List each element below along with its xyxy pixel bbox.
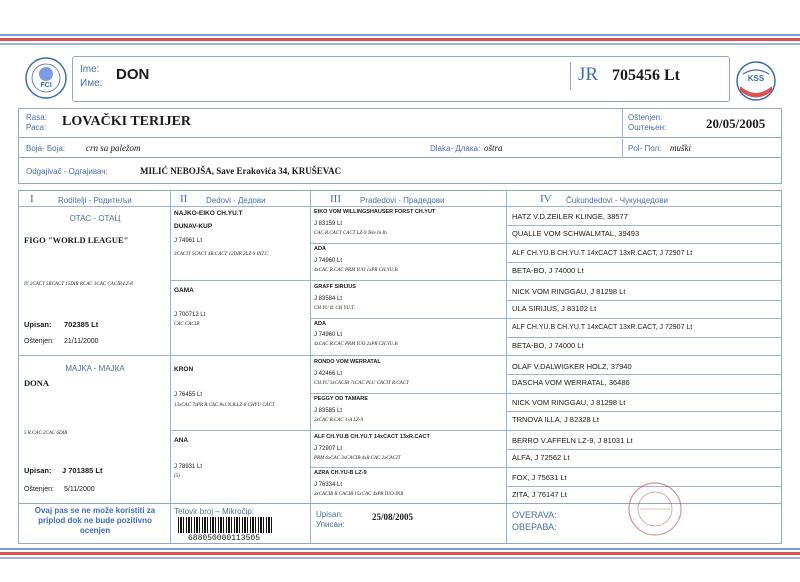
gggp-6: ULA SIRIJUS, J 83102 Lt	[512, 304, 597, 313]
col4-number: IV	[540, 193, 552, 205]
ggp-divider-5	[311, 393, 781, 394]
top-stripe-blue-2	[0, 43, 800, 45]
ggp-divider-7	[311, 467, 781, 468]
gggp-4: BETA-BO, J 74000 Lt	[512, 266, 584, 275]
footer-divider-2	[310, 504, 311, 543]
ggp5-reg: J 42466 Lt	[314, 371, 343, 377]
ggp6-name: PEGGY OD TAMARE	[314, 396, 368, 402]
dam-ostenjen-value: 5/11/2000	[64, 486, 95, 493]
gggp-12: TRNOVA ILLA, J 82328 Lt	[512, 415, 599, 424]
gggp-divider-a	[507, 225, 781, 226]
footer-upisan-label-cyr: Уписан:	[316, 520, 345, 529]
footer-divider-1	[170, 504, 171, 543]
gp1-name2: DUNAV-KUP	[174, 223, 213, 230]
sire-merits: IV 2CACT 5RCACT 15DIR RCAC 3CAC CACIB LZ-8	[24, 282, 133, 287]
coat-label: Dlaka- Длака:	[430, 144, 481, 153]
dam-merits: 5 R.CAC 2CAC 6DIR	[24, 431, 68, 436]
col-divider-3	[506, 191, 507, 503]
ggp7-reg: J 72907 Lt	[314, 446, 343, 452]
sire-ostenjen-label: Oštenjen:	[24, 338, 54, 345]
sire-title: OTAC - ОТАЦ	[69, 214, 121, 223]
gp3-reg: J 76455 Lt	[174, 392, 203, 398]
footer-upisan-label-lat: Upisan:	[316, 510, 344, 519]
top-stripe-red	[0, 38, 800, 41]
ggp6-merits: 2xCAC R.CAC 1-A LZ-9	[314, 418, 364, 423]
ggp4-merits: 4xCAC R.CAC PRM IUO 2xPR CH.YU.B	[314, 342, 398, 347]
sire-ostenjen-value: 21/11/2000	[64, 338, 99, 345]
reg-number: 705456 Lt	[612, 67, 680, 84]
gggp-divider-c	[507, 300, 781, 301]
col2-title: Dedovi - Дедови	[206, 196, 266, 205]
gggp-7: ALF CH.YU.B CH.YU.T 14xCACT 13xR.CACT, J 72907 Lt	[512, 324, 693, 331]
gggp-divider-e	[507, 374, 781, 375]
ggp2-merits: 4xCAC R.CAC PRM IUO 1xPR CH.YU.B	[314, 268, 398, 273]
barcode	[178, 517, 274, 533]
gggp-9: OLAF V.DALWIGKER HOLZ, 37940	[512, 362, 632, 371]
overava-label-cyr: ОВЕРАВА:	[512, 522, 557, 532]
ggp8-merits: 2xCACIB R.CACIB 15xCAC 4xPR IUO-INR	[314, 492, 404, 497]
ggp1-merits: CAC R.CACT CACT LZ-9 Tele In Ib	[314, 231, 387, 236]
ggp7-merits: PRM 6xCAC 3xCACIB 4xR.CAC 2xCACIT	[314, 456, 401, 461]
ggp-divider-1	[311, 243, 781, 244]
breed-label-cyr: Раса:	[26, 123, 47, 132]
gp4-reg: J 78931 Lt	[174, 464, 203, 470]
gggp-1: HATZ V.D.ZEILER KLINGE, 38577	[512, 212, 628, 221]
ggp8-name: AZRA CH.YU-B LZ-9	[314, 470, 367, 476]
ggp7-name: ALF CH.YU.B CH.YU.T 14xCACT 13xR.CACT	[314, 434, 430, 440]
whelped-label-cyr: Оштењен:	[628, 123, 667, 132]
fci-logo-text: FCI	[40, 82, 52, 89]
breeder-label: Odgajivač - Одгајивач:	[26, 167, 108, 176]
pedigree-header-line	[19, 206, 781, 207]
sire-name: FIGO "WORLD LEAGUE"	[24, 235, 129, 245]
color-label: Boja- Боја:	[26, 144, 66, 153]
ggp3-merits: CH YU B. CH YU.T.	[314, 306, 355, 311]
dam-upisan-value: J 701385 Lt	[62, 466, 103, 475]
ggp2-name: ADA	[314, 246, 326, 252]
gggp-14: ALFA, J 72562 Lt	[512, 453, 570, 462]
ggp1-name: EIKO VOM WILLINGSHAUSER FORST CH.YUT	[314, 209, 436, 215]
col3-number: III	[330, 193, 341, 205]
bottom-stripe-blue-2	[0, 557, 800, 559]
gp2-name: GAMA	[174, 287, 194, 294]
breeder-value: MILIĆ NEBOJŠA, Save Erakovića 34, KRUŠEVAC	[140, 166, 342, 176]
breed-label-lat: Rasa:	[26, 113, 47, 122]
col3-title: Pradedovi - Прадедови	[360, 196, 445, 205]
col2-number: II	[180, 193, 188, 205]
gp4-name: ANA	[174, 437, 189, 444]
col-divider-1	[170, 191, 171, 503]
sire-upisan-label: Upisan:	[24, 320, 52, 329]
gp1-reg: J 74961 Lt	[174, 238, 203, 244]
coat-value: oštra	[484, 143, 503, 153]
col-divider-2	[310, 191, 311, 503]
breeder-row	[18, 158, 782, 184]
whelped-label-lat: Oštenjen:	[628, 113, 663, 122]
gggp-10: DASCHA VOM WERRATAL, 36486	[512, 378, 630, 387]
breed-value: LOVAČKI TERIJER	[62, 114, 192, 129]
kss-logo-text: KSS	[747, 74, 765, 83]
ggp5-merits: CH.YU 3xCACIB 7xCAC PLU CACIT R.CACT	[314, 381, 409, 386]
ggp-divider-3	[311, 318, 781, 319]
gggp-5: NICK VOM RINGGAU, J 81298 Lt	[512, 287, 626, 296]
dam-ostenjen-label: Oštenjen:	[24, 486, 54, 493]
footer-divider-3	[506, 504, 507, 543]
ggp8-reg: J 76334 Lt	[314, 482, 343, 488]
top-stripe-blue	[0, 34, 800, 36]
fci-logo	[24, 56, 68, 100]
gp3-merits: 13xCAC 7xPR R.CAC 8xJ.N.R.LZ-8 CHYU CACT	[174, 403, 275, 408]
gggp-16: ZITA, J 76147 Lt	[512, 490, 567, 499]
barcode-number: 688050000113505	[188, 534, 261, 543]
gp1-merits: 3CACIT 5CACT 4R.CACT 12DIR 2LZ-9 INT.C	[174, 252, 269, 257]
col4-title: Čukundedovi - Чукундедови	[566, 196, 668, 205]
gp-divider-3	[171, 430, 781, 431]
ggp4-reg: J 74960 Lt	[314, 332, 343, 338]
gp4-merits: (5)	[174, 474, 180, 479]
dog-name: DON	[116, 66, 150, 83]
col1-number: I	[30, 193, 34, 205]
ggp4-name: ADA	[314, 321, 326, 327]
gp2-merits: CAC CACIB	[174, 322, 200, 327]
bottom-stripe-blue	[0, 548, 800, 550]
overava-label-lat: OVERAVA:	[512, 510, 557, 520]
reg-prefix: JR	[578, 64, 599, 85]
gp2-reg: J 700712 Lt	[174, 312, 206, 318]
gggp-divider-b	[507, 262, 781, 263]
name-label-lat: Ime:	[80, 64, 100, 75]
color-value: crn sa paležom	[86, 143, 141, 153]
kss-logo	[735, 58, 777, 104]
gggp-divider-g	[507, 449, 781, 450]
ggp2-reg: J 74960 Lt	[314, 258, 343, 264]
dam-title: MAJKA - МАЈКА	[65, 364, 125, 373]
name-label-cyr: Име:	[80, 78, 103, 89]
ggp3-reg: J 83584 Lt	[314, 296, 343, 302]
gggp-divider-d	[507, 337, 781, 338]
dam-upisan-label: Upisan:	[24, 466, 52, 475]
breed-divider	[622, 109, 623, 137]
ggp1-reg: J 83159 Lt	[314, 221, 343, 227]
ggp5-name: RONDO VOM WERRATAL	[314, 359, 381, 365]
bottom-stripe-red	[0, 552, 800, 555]
whelped-value: 20/05/2005	[706, 116, 766, 131]
sire-dam-divider	[19, 355, 781, 356]
gggp-divider-f	[507, 411, 781, 412]
gggp-2: QUALLE VOM SCHWALMTAL, 39493	[512, 229, 640, 238]
gggp-11: NICK VOM RINGGAU, J 81298 Lt	[512, 398, 626, 407]
gp1-name: NAJKO-EIKO CH.YU.T	[174, 210, 243, 217]
sex-label: Pol- Пол:	[628, 144, 662, 153]
tattoo-label: Tetovir broj – Mikročip:	[174, 507, 255, 516]
gggp-8: BETA-BO, J 74000 Lt	[512, 341, 584, 350]
sire-upisan-value: 702385 Lt	[64, 320, 99, 329]
dam-name: DONA	[24, 378, 50, 388]
gp-divider-1	[171, 280, 781, 281]
gggp-3: ALF CH.YU.B CH.YU.T 14xCACT 13xR.CACT, J 72907 Lt	[512, 250, 693, 257]
footer-upisan-value: 25/08/2005	[372, 512, 414, 522]
ggp6-reg: J 83585 Lt	[314, 408, 343, 414]
sex-divider	[622, 139, 623, 157]
breeding-notice: Ovaj pas se ne može koristiti za priplod dok ne bude pozitivno ocenjen	[34, 506, 156, 535]
gggp-15: FOX, J 75631 Lt	[512, 473, 567, 482]
sex-value: muški	[670, 143, 691, 153]
gp3-name: KRON	[174, 366, 194, 373]
col1-title: Roditelji - Родитељи	[58, 196, 132, 205]
ggp3-name: GRAFF SIRIJUS	[314, 284, 356, 290]
gggp-13: BERRO V.AFFELN LZ-9, J 81031 Lt	[512, 436, 633, 445]
official-stamp	[626, 480, 684, 538]
